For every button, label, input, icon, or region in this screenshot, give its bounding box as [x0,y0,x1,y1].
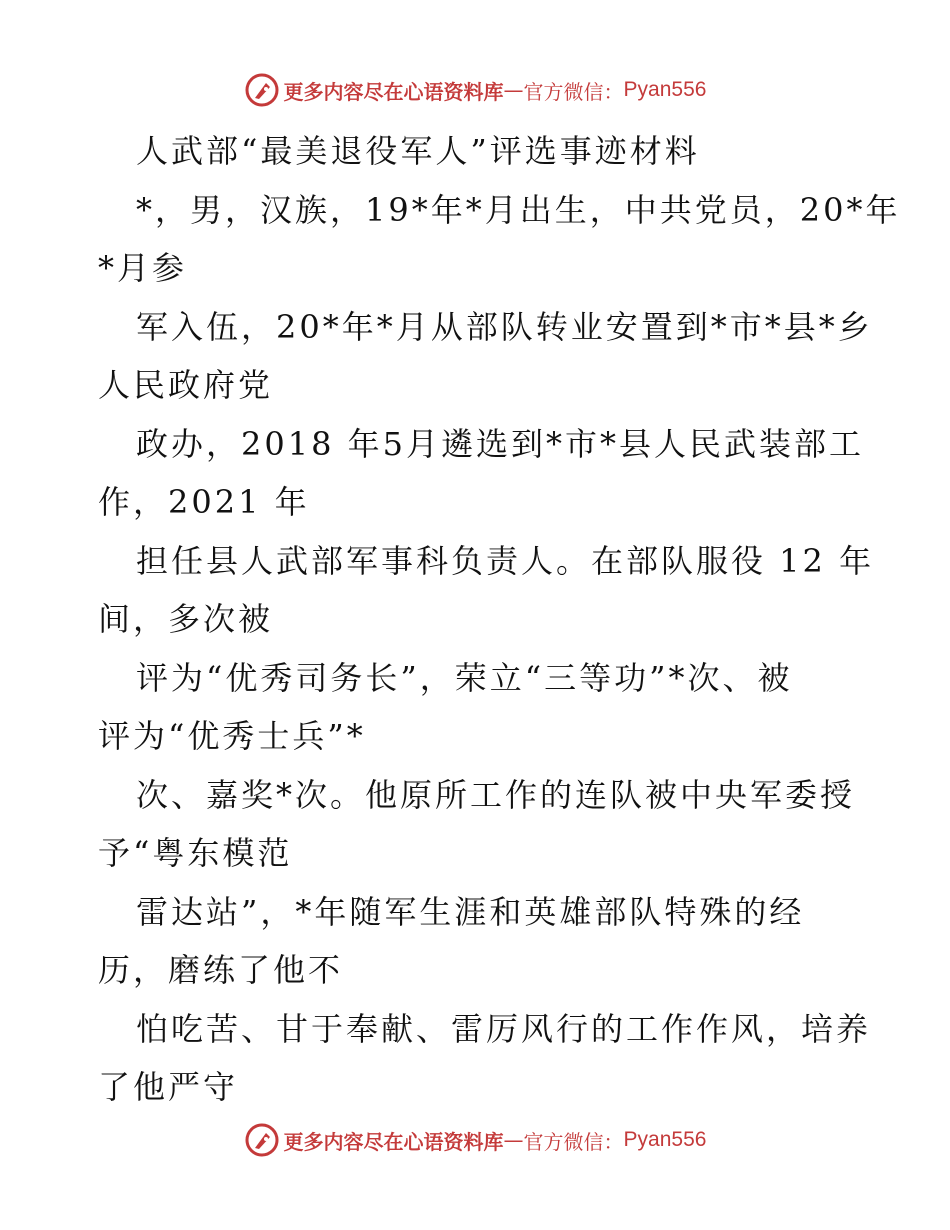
pen-nib-logo-icon [244,72,280,108]
banner-text: 更多内容尽在心语资料库 [283,79,504,104]
text-line: 担任县人武部军事科负责人。在部队服役 12 年 [136,541,875,580]
text-line: *，男，汉族，19*年*月出生，中共党员，20*年 [136,190,901,229]
banner-text: 更多内容尽在心语资料库 [283,1129,504,1154]
wechat-label: 官方微信： [523,1129,624,1154]
text-line: 政办，2018 年5月遴选到*市*县人民武装部工 [136,424,864,463]
text-line: 历，磨练了他不 [98,951,344,989]
wechat-id: Pyan556 [623,78,707,101]
text-line: 予“粤东模范 [98,834,293,872]
footer-banner [0,1120,950,1160]
wechat-label: 官方微信： [523,79,624,104]
banner-dash: — [503,78,524,102]
text-line: 评为“优秀司务长”，荣立“三等功”*次、被 [136,658,793,697]
text-line: *月参 [98,249,188,287]
wechat-id: Pyan556 [623,1128,707,1151]
text-line: 次、嘉奖*次。他原所工作的连队被中央军委授 [136,775,856,814]
banner-dash: — [503,1128,524,1152]
text-line: 人民政府党 [98,366,274,404]
text-line: 雷达站”，*年随军生涯和英雄部队特殊的经 [136,892,805,931]
document-body [98,122,901,1117]
text-line: 军入伍，20*年*月从部队转业安置到*市*县*乡 [136,307,873,346]
pen-nib-logo-icon [244,1122,280,1158]
text-line: 间，多次被 [98,600,274,638]
text-line: 了他严守 [98,1068,239,1106]
text-line: 作，2021 年 [98,483,310,521]
header-banner [0,70,950,110]
text-line: 评为“优秀士兵”* [98,717,366,755]
document-title: 人武部“最美退役军人”评选事迹材料 [136,132,700,170]
text-line: 怕吃苦、甘于奉献、雷厉风行的工作作风，培养 [136,1009,872,1048]
